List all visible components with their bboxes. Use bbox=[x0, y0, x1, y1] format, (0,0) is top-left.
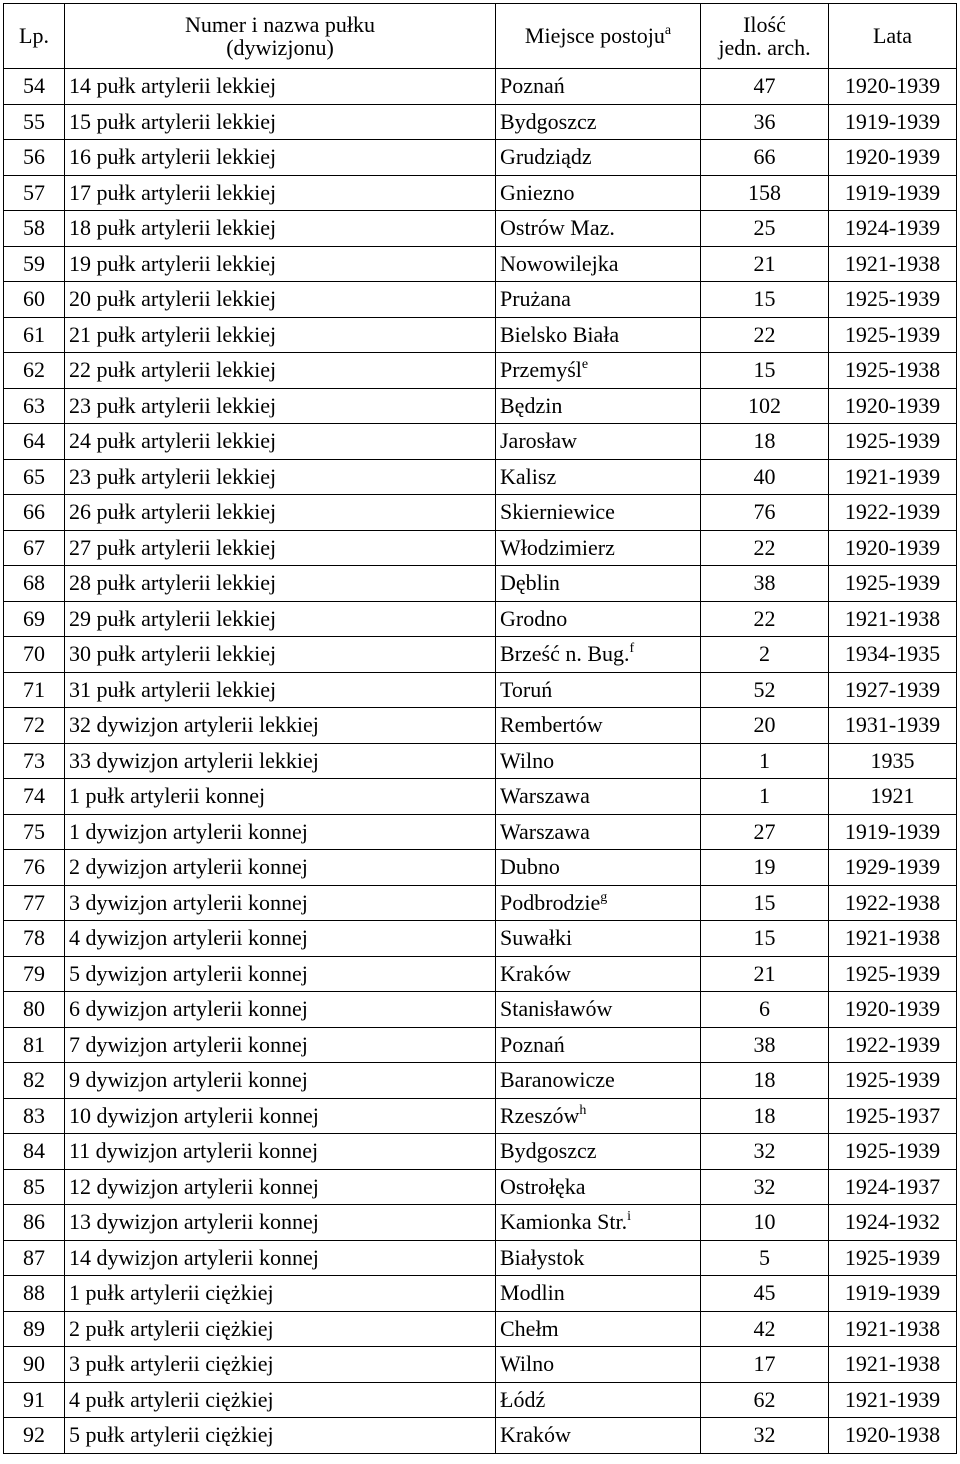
cell-archive-count: 20 bbox=[701, 708, 829, 744]
cell-unit-name: 15 pułk artylerii lekkiej bbox=[65, 104, 496, 140]
cell-lp: 65 bbox=[4, 459, 65, 495]
cell-years: 1925-1939 bbox=[829, 317, 957, 353]
cell-archive-count: 1 bbox=[701, 743, 829, 779]
cell-place bbox=[496, 850, 701, 886]
table-row bbox=[4, 69, 957, 105]
cell-place bbox=[496, 1098, 701, 1134]
cell-archive-count: 66 bbox=[701, 140, 829, 176]
cell-unit-name: 1 dywizjon artylerii konnej bbox=[65, 814, 496, 850]
place-text: Wilno bbox=[500, 1351, 555, 1377]
cell-lp: 86 bbox=[4, 1205, 65, 1241]
cell-archive-count: 18 bbox=[701, 1098, 829, 1134]
cell-archive-count: 32 bbox=[701, 1169, 829, 1205]
cell-place bbox=[496, 140, 701, 176]
cell-lp: 64 bbox=[4, 424, 65, 460]
table-row bbox=[4, 1063, 957, 1099]
place-text: Łódź bbox=[500, 1386, 546, 1412]
table-row bbox=[4, 992, 957, 1028]
table-row bbox=[4, 1382, 957, 1418]
table-row bbox=[4, 850, 957, 886]
cell-lp: 73 bbox=[4, 743, 65, 779]
cell-lp: 83 bbox=[4, 1098, 65, 1134]
cell-lp: 81 bbox=[4, 1027, 65, 1063]
cell-lp: 72 bbox=[4, 708, 65, 744]
cell-place bbox=[496, 921, 701, 957]
cell-unit-name: 12 dywizjon artylerii konnej bbox=[65, 1169, 496, 1205]
cell-archive-count: 32 bbox=[701, 1134, 829, 1170]
cell-lp: 89 bbox=[4, 1311, 65, 1347]
table-row bbox=[4, 104, 957, 140]
cell-unit-name: 31 pułk artylerii lekkiej bbox=[65, 672, 496, 708]
place-text: Wilno bbox=[500, 747, 555, 773]
cell-archive-count: 19 bbox=[701, 850, 829, 886]
place-text: Bydgoszcz bbox=[500, 1138, 597, 1164]
cell-unit-name: 6 dywizjon artylerii konnej bbox=[65, 992, 496, 1028]
table-row bbox=[4, 601, 957, 637]
cell-lp: 75 bbox=[4, 814, 65, 850]
header-years: Lata bbox=[829, 4, 957, 69]
header-row bbox=[4, 4, 957, 69]
cell-archive-count: 25 bbox=[701, 211, 829, 247]
table-row bbox=[4, 637, 957, 673]
cell-lp: 58 bbox=[4, 211, 65, 247]
header-place-footnote: a bbox=[664, 23, 672, 38]
cell-lp: 80 bbox=[4, 992, 65, 1028]
cell-place bbox=[496, 1311, 701, 1347]
header-count-line2: jedn. arch. bbox=[718, 35, 811, 60]
place-text: Kraków bbox=[500, 960, 571, 986]
cell-lp: 69 bbox=[4, 601, 65, 637]
cell-lp: 60 bbox=[4, 282, 65, 318]
cell-years: 1919-1939 bbox=[829, 1276, 957, 1312]
place-text: Ostrów Maz. bbox=[500, 215, 615, 241]
cell-unit-name: 2 pułk artylerii ciężkiej bbox=[65, 1311, 496, 1347]
cell-archive-count: 102 bbox=[701, 388, 829, 424]
cell-lp: 77 bbox=[4, 885, 65, 921]
cell-place bbox=[496, 69, 701, 105]
table-row bbox=[4, 1098, 957, 1134]
place-text: Warszawa bbox=[500, 818, 590, 844]
place-text: Gniezno bbox=[500, 179, 575, 205]
cell-lp: 55 bbox=[4, 104, 65, 140]
cell-years: 1927-1939 bbox=[829, 672, 957, 708]
cell-unit-name: 1 pułk artylerii ciężkiej bbox=[65, 1276, 496, 1312]
cell-unit-name: 3 pułk artylerii ciężkiej bbox=[65, 1347, 496, 1383]
cell-archive-count: 38 bbox=[701, 566, 829, 602]
cell-archive-count: 15 bbox=[701, 885, 829, 921]
cell-unit-name: 24 pułk artylerii lekkiej bbox=[65, 424, 496, 460]
cell-years: 1931-1939 bbox=[829, 708, 957, 744]
place-footnote-marker: i bbox=[627, 1209, 631, 1225]
table-row bbox=[4, 211, 957, 247]
cell-lp: 66 bbox=[4, 495, 65, 531]
cell-archive-count: 21 bbox=[701, 956, 829, 992]
cell-archive-count: 36 bbox=[701, 104, 829, 140]
place-text: Prużana bbox=[500, 286, 571, 312]
cell-years: 1921-1939 bbox=[829, 459, 957, 495]
cell-years: 1925-1939 bbox=[829, 282, 957, 318]
cell-years: 1929-1939 bbox=[829, 850, 957, 886]
place-text: Podbrodzie bbox=[500, 889, 601, 915]
cell-place bbox=[496, 424, 701, 460]
table-row bbox=[4, 282, 957, 318]
cell-lp: 76 bbox=[4, 850, 65, 886]
cell-years: 1924-1939 bbox=[829, 211, 957, 247]
cell-place bbox=[496, 1169, 701, 1205]
cell-years: 1925-1939 bbox=[829, 956, 957, 992]
table-row bbox=[4, 459, 957, 495]
cell-years: 1925-1937 bbox=[829, 1098, 957, 1134]
cell-place bbox=[496, 1134, 701, 1170]
table-row bbox=[4, 708, 957, 744]
cell-unit-name: 4 pułk artylerii ciężkiej bbox=[65, 1382, 496, 1418]
cell-lp: 57 bbox=[4, 175, 65, 211]
cell-years: 1920-1939 bbox=[829, 388, 957, 424]
cell-unit-name: 14 pułk artylerii lekkiej bbox=[65, 69, 496, 105]
table-row bbox=[4, 885, 957, 921]
place-text: Ostrołęka bbox=[500, 1173, 586, 1199]
cell-lp: 82 bbox=[4, 1063, 65, 1099]
cell-place bbox=[496, 175, 701, 211]
cell-years: 1922-1939 bbox=[829, 495, 957, 531]
cell-years: 1925-1939 bbox=[829, 1240, 957, 1276]
table-row bbox=[4, 388, 957, 424]
cell-lp: 78 bbox=[4, 921, 65, 957]
cell-place bbox=[496, 637, 701, 673]
cell-archive-count: 47 bbox=[701, 69, 829, 105]
cell-lp: 68 bbox=[4, 566, 65, 602]
cell-unit-name: 11 dywizjon artylerii konnej bbox=[65, 1134, 496, 1170]
cell-archive-count: 15 bbox=[701, 353, 829, 389]
place-text: Kraków bbox=[500, 1422, 571, 1448]
cell-archive-count: 18 bbox=[701, 424, 829, 460]
table-row bbox=[4, 1347, 957, 1383]
cell-lp: 61 bbox=[4, 317, 65, 353]
cell-years: 1920-1939 bbox=[829, 140, 957, 176]
table-body bbox=[4, 69, 957, 1454]
cell-place bbox=[496, 779, 701, 815]
cell-archive-count: 15 bbox=[701, 921, 829, 957]
table-row bbox=[4, 246, 957, 282]
cell-years: 1919-1939 bbox=[829, 175, 957, 211]
cell-unit-name: 5 dywizjon artylerii konnej bbox=[65, 956, 496, 992]
cell-place bbox=[496, 317, 701, 353]
cell-years: 1921 bbox=[829, 779, 957, 815]
cell-unit-name: 27 pułk artylerii lekkiej bbox=[65, 530, 496, 566]
table-row bbox=[4, 1169, 957, 1205]
cell-place bbox=[496, 530, 701, 566]
cell-archive-count: 5 bbox=[701, 1240, 829, 1276]
cell-years: 1925-1939 bbox=[829, 424, 957, 460]
cell-archive-count: 42 bbox=[701, 1311, 829, 1347]
cell-unit-name: 14 dywizjon artylerii konnej bbox=[65, 1240, 496, 1276]
table-row bbox=[4, 424, 957, 460]
cell-place bbox=[496, 956, 701, 992]
table-row bbox=[4, 814, 957, 850]
cell-place bbox=[496, 1418, 701, 1454]
cell-archive-count: 21 bbox=[701, 246, 829, 282]
cell-unit-name: 5 pułk artylerii ciężkiej bbox=[65, 1418, 496, 1454]
cell-unit-name: 26 pułk artylerii lekkiej bbox=[65, 495, 496, 531]
place-text: Stanisławów bbox=[500, 996, 613, 1022]
place-text: Włodzimierz bbox=[500, 534, 615, 560]
cell-years: 1920-1939 bbox=[829, 69, 957, 105]
cell-place bbox=[496, 1240, 701, 1276]
cell-years: 1921-1938 bbox=[829, 246, 957, 282]
header-count bbox=[701, 4, 829, 69]
cell-lp: 87 bbox=[4, 1240, 65, 1276]
cell-unit-name: 19 pułk artylerii lekkiej bbox=[65, 246, 496, 282]
cell-archive-count: 32 bbox=[701, 1418, 829, 1454]
table-row bbox=[4, 1027, 957, 1063]
table-row bbox=[4, 956, 957, 992]
cell-place bbox=[496, 1205, 701, 1241]
place-text: Kamionka Str. bbox=[500, 1209, 628, 1235]
table-row bbox=[4, 140, 957, 176]
cell-unit-name: 16 pułk artylerii lekkiej bbox=[65, 140, 496, 176]
place-footnote-marker: h bbox=[579, 1102, 587, 1118]
cell-unit-name: 1 pułk artylerii konnej bbox=[65, 779, 496, 815]
cell-place bbox=[496, 566, 701, 602]
table-row bbox=[4, 1134, 957, 1170]
place-text: Białystok bbox=[500, 1244, 585, 1270]
cell-years: 1925-1939 bbox=[829, 1134, 957, 1170]
cell-place bbox=[496, 1276, 701, 1312]
cell-unit-name: 13 dywizjon artylerii konnej bbox=[65, 1205, 496, 1241]
cell-archive-count: 76 bbox=[701, 495, 829, 531]
cell-unit-name: 32 dywizjon artylerii lekkiej bbox=[65, 708, 496, 744]
cell-unit-name: 23 pułk artylerii lekkiej bbox=[65, 459, 496, 495]
cell-lp: 71 bbox=[4, 672, 65, 708]
table-row bbox=[4, 1418, 957, 1454]
cell-years: 1925-1939 bbox=[829, 1063, 957, 1099]
cell-archive-count: 1 bbox=[701, 779, 829, 815]
table-row bbox=[4, 1276, 957, 1312]
cell-archive-count: 18 bbox=[701, 1063, 829, 1099]
cell-archive-count: 45 bbox=[701, 1276, 829, 1312]
cell-unit-name: 22 pułk artylerii lekkiej bbox=[65, 353, 496, 389]
cell-years: 1935 bbox=[829, 743, 957, 779]
table-row bbox=[4, 1240, 957, 1276]
table-row bbox=[4, 672, 957, 708]
cell-lp: 70 bbox=[4, 637, 65, 673]
place-text: Dęblin bbox=[500, 570, 560, 596]
cell-place bbox=[496, 246, 701, 282]
place-text: Baranowicze bbox=[500, 1067, 615, 1093]
cell-archive-count: 2 bbox=[701, 637, 829, 673]
cell-lp: 85 bbox=[4, 1169, 65, 1205]
cell-unit-name: 4 dywizjon artylerii konnej bbox=[65, 921, 496, 957]
cell-years: 1934-1935 bbox=[829, 637, 957, 673]
place-text: Bydgoszcz bbox=[500, 108, 597, 134]
place-text: Rembertów bbox=[500, 712, 603, 738]
cell-archive-count: 62 bbox=[701, 1382, 829, 1418]
cell-years: 1924-1937 bbox=[829, 1169, 957, 1205]
table-row bbox=[4, 175, 957, 211]
table-row bbox=[4, 353, 957, 389]
cell-lp: 91 bbox=[4, 1382, 65, 1418]
cell-years: 1919-1939 bbox=[829, 104, 957, 140]
document-page bbox=[3, 3, 956, 1454]
cell-unit-name: 29 pułk artylerii lekkiej bbox=[65, 601, 496, 637]
cell-years: 1925-1938 bbox=[829, 353, 957, 389]
cell-place bbox=[496, 104, 701, 140]
cell-archive-count: 52 bbox=[701, 672, 829, 708]
cell-years: 1921-1938 bbox=[829, 601, 957, 637]
place-text: Kalisz bbox=[500, 463, 557, 489]
cell-archive-count: 158 bbox=[701, 175, 829, 211]
place-text: Poznań bbox=[500, 73, 565, 99]
place-footnote-marker: g bbox=[600, 889, 608, 905]
place-text: Będzin bbox=[500, 392, 563, 418]
cell-archive-count: 17 bbox=[701, 1347, 829, 1383]
place-text: Suwałki bbox=[500, 925, 573, 951]
header-name-line2: (dywizjonu) bbox=[226, 35, 334, 60]
table-row bbox=[4, 566, 957, 602]
header-place bbox=[496, 4, 701, 69]
cell-unit-name: 7 dywizjon artylerii konnej bbox=[65, 1027, 496, 1063]
cell-archive-count: 27 bbox=[701, 814, 829, 850]
cell-archive-count: 22 bbox=[701, 601, 829, 637]
cell-archive-count: 38 bbox=[701, 1027, 829, 1063]
cell-lp: 92 bbox=[4, 1418, 65, 1454]
cell-place bbox=[496, 388, 701, 424]
place-text: Grodno bbox=[500, 605, 568, 631]
table-row bbox=[4, 921, 957, 957]
cell-lp: 90 bbox=[4, 1347, 65, 1383]
cell-years: 1925-1939 bbox=[829, 566, 957, 602]
table-row bbox=[4, 1311, 957, 1347]
cell-unit-name: 30 pułk artylerii lekkiej bbox=[65, 637, 496, 673]
cell-place bbox=[496, 992, 701, 1028]
place-text: Brześć n. Bug. bbox=[500, 641, 630, 667]
table-row bbox=[4, 743, 957, 779]
place-text: Przemyśl bbox=[500, 357, 582, 383]
cell-archive-count: 40 bbox=[701, 459, 829, 495]
cell-place bbox=[496, 708, 701, 744]
cell-place bbox=[496, 672, 701, 708]
place-text: Modlin bbox=[500, 1280, 565, 1306]
cell-place bbox=[496, 743, 701, 779]
place-text: Poznań bbox=[500, 1031, 565, 1057]
cell-lp: 84 bbox=[4, 1134, 65, 1170]
cell-unit-name: 20 pułk artylerii lekkiej bbox=[65, 282, 496, 318]
cell-lp: 59 bbox=[4, 246, 65, 282]
cell-lp: 54 bbox=[4, 69, 65, 105]
cell-unit-name: 17 pułk artylerii lekkiej bbox=[65, 175, 496, 211]
cell-lp: 67 bbox=[4, 530, 65, 566]
cell-lp: 56 bbox=[4, 140, 65, 176]
cell-place bbox=[496, 1382, 701, 1418]
table-row bbox=[4, 779, 957, 815]
place-text: Toruń bbox=[500, 676, 553, 702]
header-name-line1: Numer i nazwa pułku bbox=[185, 11, 375, 37]
place-footnote-marker: f bbox=[629, 641, 635, 657]
header-place-text: Miejsce postoju bbox=[524, 23, 665, 48]
cell-years: 1922-1938 bbox=[829, 885, 957, 921]
table-row bbox=[4, 495, 957, 531]
cell-archive-count: 15 bbox=[701, 282, 829, 318]
cell-unit-name: 18 pułk artylerii lekkiej bbox=[65, 211, 496, 247]
cell-years: 1921-1939 bbox=[829, 1382, 957, 1418]
cell-lp: 74 bbox=[4, 779, 65, 815]
cell-unit-name: 3 dywizjon artylerii konnej bbox=[65, 885, 496, 921]
place-text: Nowowilejka bbox=[500, 250, 619, 276]
cell-archive-count: 10 bbox=[701, 1205, 829, 1241]
cell-years: 1921-1938 bbox=[829, 1311, 957, 1347]
cell-unit-name: 9 dywizjon artylerii konnej bbox=[65, 1063, 496, 1099]
cell-archive-count: 6 bbox=[701, 992, 829, 1028]
place-text: Dubno bbox=[500, 854, 560, 880]
cell-years: 1921-1938 bbox=[829, 1347, 957, 1383]
regiments-table bbox=[3, 3, 957, 1454]
cell-place bbox=[496, 1027, 701, 1063]
cell-place bbox=[496, 601, 701, 637]
cell-years: 1920-1939 bbox=[829, 530, 957, 566]
cell-archive-count: 22 bbox=[701, 317, 829, 353]
header-count-line1: Ilość bbox=[743, 11, 786, 37]
cell-unit-name: 21 pułk artylerii lekkiej bbox=[65, 317, 496, 353]
cell-unit-name: 10 dywizjon artylerii konnej bbox=[65, 1098, 496, 1134]
table-row bbox=[4, 317, 957, 353]
table-row bbox=[4, 530, 957, 566]
header-lp: Lp. bbox=[4, 4, 65, 69]
cell-place bbox=[496, 495, 701, 531]
cell-place bbox=[496, 1347, 701, 1383]
cell-place bbox=[496, 282, 701, 318]
cell-place bbox=[496, 1063, 701, 1099]
cell-years: 1924-1932 bbox=[829, 1205, 957, 1241]
cell-years: 1920-1938 bbox=[829, 1418, 957, 1454]
cell-place bbox=[496, 885, 701, 921]
cell-lp: 88 bbox=[4, 1276, 65, 1312]
cell-lp: 79 bbox=[4, 956, 65, 992]
place-text: Jarosław bbox=[500, 428, 577, 454]
cell-place bbox=[496, 353, 701, 389]
place-text: Chełm bbox=[500, 1315, 559, 1341]
cell-archive-count: 22 bbox=[701, 530, 829, 566]
cell-lp: 62 bbox=[4, 353, 65, 389]
header-name bbox=[65, 4, 496, 69]
cell-years: 1919-1939 bbox=[829, 814, 957, 850]
table-row bbox=[4, 1205, 957, 1241]
cell-lp: 63 bbox=[4, 388, 65, 424]
cell-place bbox=[496, 459, 701, 495]
place-text: Bielsko Biała bbox=[500, 321, 620, 347]
cell-unit-name: 2 dywizjon artylerii konnej bbox=[65, 850, 496, 886]
cell-years: 1922-1939 bbox=[829, 1027, 957, 1063]
cell-unit-name: 33 dywizjon artylerii lekkiej bbox=[65, 743, 496, 779]
cell-place bbox=[496, 211, 701, 247]
cell-unit-name: 28 pułk artylerii lekkiej bbox=[65, 566, 496, 602]
cell-place bbox=[496, 814, 701, 850]
place-footnote-marker: e bbox=[581, 357, 589, 373]
place-text: Rzeszów bbox=[500, 1102, 580, 1128]
place-text: Skierniewice bbox=[500, 499, 615, 525]
place-text: Grudziądz bbox=[500, 144, 592, 170]
cell-unit-name: 23 pułk artylerii lekkiej bbox=[65, 388, 496, 424]
place-text: Warszawa bbox=[500, 783, 590, 809]
cell-years: 1920-1939 bbox=[829, 992, 957, 1028]
cell-years: 1921-1938 bbox=[829, 921, 957, 957]
